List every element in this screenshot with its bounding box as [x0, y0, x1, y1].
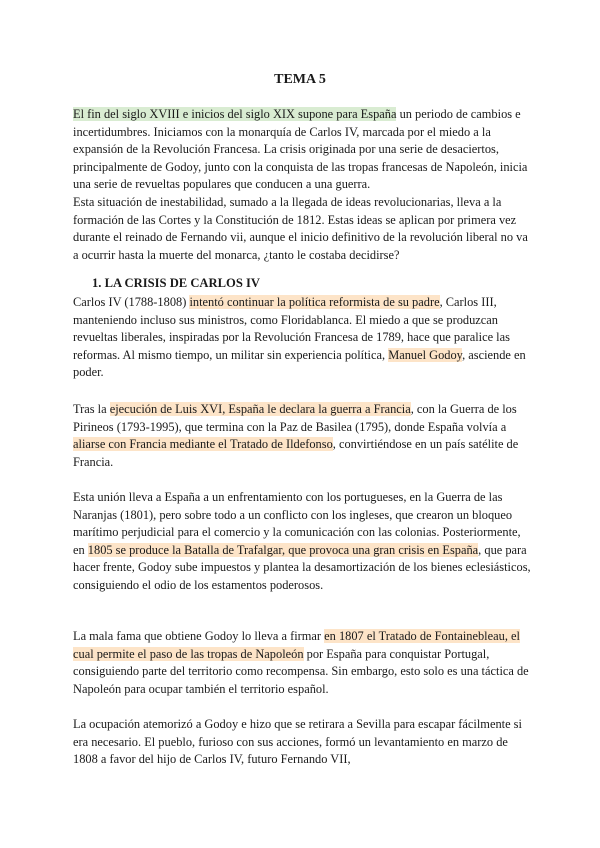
intro-paragraph-2: Esta situación de inestabilidad, sumado a la llegada de ideas revolucionarias, lleva a la formación de las Cortes y la Constitución de 1812. Estas ideas se aplican por primera vez durante el reinado de Fernando vii, aunque el inicio definitivo de la revolución liberal no va a ocurrir hasta la muerte del monarca, ¿tanto le costaba decidirse?: [73, 194, 528, 262]
highlight: intentó continuar la política reformista de su padre: [189, 295, 440, 309]
paragraph-2: Tras la ejecución de Luis XVI, España le declara la guerra a Francia, con la Guerra de los Pirineos (1793-1995), que termina con la Paz de Basilea (1795), donde España volvía a aliarse con Francia mediante el Tratado de Ildefonso, convirtiéndose en un país satélite de Francia.: [73, 402, 519, 469]
highlight: 1805 se produce la Batalla de Trafalgar, que provoca una gran crisis en España: [87, 542, 479, 557]
document-title: TEMA 5: [274, 72, 326, 87]
intro-highlight: El fin del siglo XVIII e inicios del siglo XIX supone para España: [73, 107, 397, 121]
highlight: aliarse con Francia mediante el Tratado de Ildefonso: [73, 437, 333, 452]
highlight: Manuel Godoy: [388, 347, 463, 362]
intro-paragraph: [73, 106, 533, 194]
intro-text: un periodo de cambios e incertidumbres. Iniciamos con la monarquía de Carlos IV, marcada por el miedo a la expansión de la Revolución Francesa. La crisis originada por una serie de desaciertos, principalmente de Godoy, junto con la conquista de las tropas francesas de Napoleón, inicia una serie de revueltas populares que conducen a una guerra.: [73, 107, 528, 192]
highlight: ejecución de Luis XVI, España le declara la guerra a Francia: [109, 402, 411, 416]
paragraph-3: Esta unión lleva a España a un enfrentamiento con los portugueses, en la Guerra de las Naranjas (1801), pero sobre todo a un conflicto con los ingleses, que crearon un bloqueo marítimo perjudicial para el comercio y la comunicación con las colonias. Posteriormente, en 1805 se produce la Batalla de Trafalgar, que provoca una gran crisis en España, que para hacer frente, Godoy sube impuestos y plantea la desamortización de los bienes eclesiásticos, consiguiendo el odio de los estamentos poderosos.: [73, 490, 531, 592]
intro-block: [73, 106, 533, 264]
section-heading: 1. LA CRISIS DE CARLOS IV: [92, 276, 260, 290]
paragraph-1: Carlos IV (1788-1808) intentó continuar la política reformista de su padre, Carlos III, manteniendo incluso sus ministros, como Floridablanca. El miedo a que se produzcan revueltas liberales, inspiradas por la Revolución Francesa de 1789, hace que paralice las reformas. Al mismo tiempo, un militar sin experiencia política, Manuel Godoy, asciende en poder.: [73, 295, 526, 380]
paragraph-5: La ocupación atemorizó a Godoy e hizo que se retirara a Sevilla para escapar fácilmente si era necesario. El pueblo, furioso con sus acciones, formó un levantamiento en marzo de 1808 a favor del hijo de Carlos IV, futuro Fernando VII,: [73, 717, 522, 767]
paragraph-4: La mala fama que obtiene Godoy lo lleva a firmar en 1807 el Tratado de Fontainebleau, el cual permite el paso de las tropas de Napoleón por España para conquistar Portugal, consiguiendo parte del territorio como recompensa. Sin embargo, esto solo es una táctica de Napoleón para ocupar también el territorio español.: [73, 629, 529, 696]
highlight: en 1807 el Tratado de Fontainebleau, el cual permite el paso de las tropas de Napoleón: [73, 629, 520, 661]
